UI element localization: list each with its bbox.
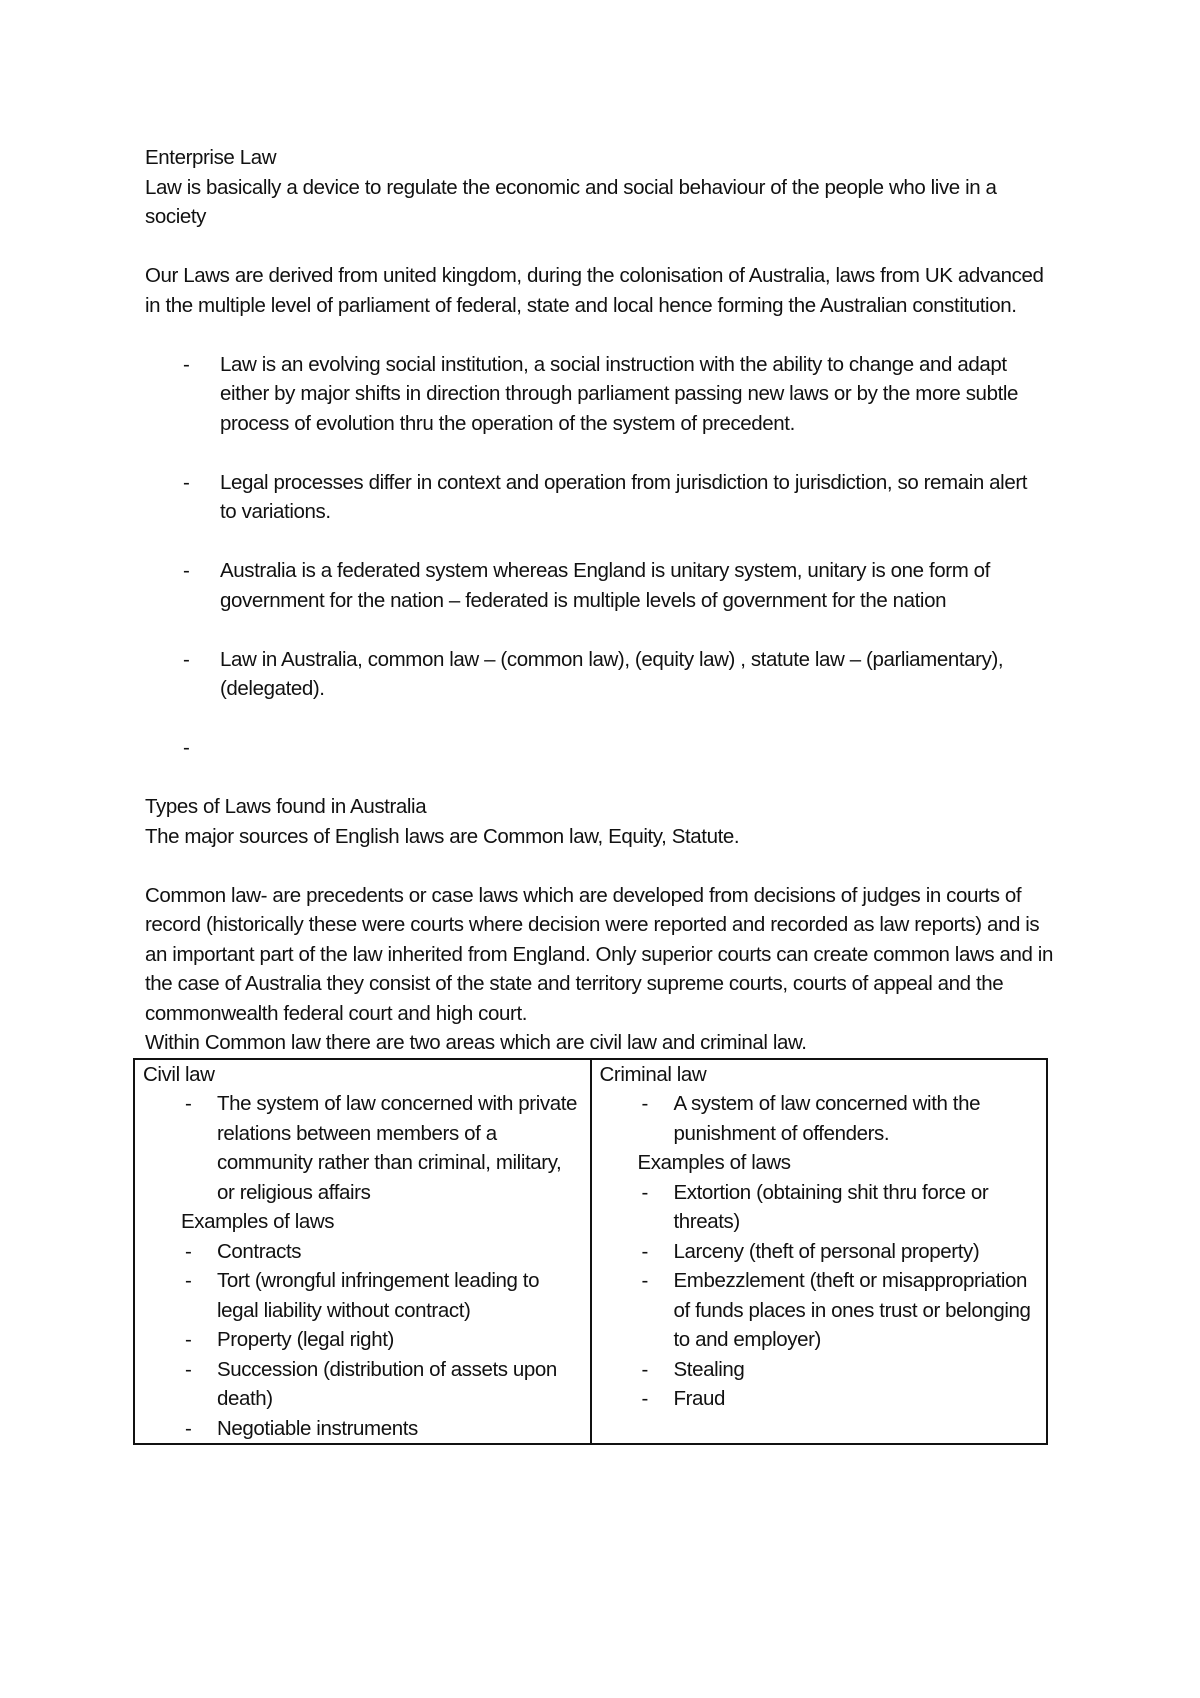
criminal-law-column [590, 1060, 1047, 1444]
bullet-item: - Legal processes differ in context and operation from jurisdiction to jurisdiction, so remain alert to variations. [183, 470, 1028, 523]
civil-example: - Contracts [185, 1239, 302, 1263]
bullet-item: - Law is an evolving social institution, a social instruction with the ability to change and adapt either by major shifts in direction through parliament passing new laws or by the more subtle process of evolution thru the operation of the system of precedent. [183, 352, 1019, 435]
document-title: Enterprise Law [145, 146, 277, 169]
criminal-example: - Stealing [641, 1357, 745, 1381]
civil-example: - Tort (wrongful infringement leading to legal liability without contract) [185, 1269, 540, 1322]
civil-example: - Property (legal right) [185, 1328, 394, 1351]
civil-example: - Negotiable instruments [185, 1416, 418, 1440]
section-heading: Types of Laws found in Australia [145, 795, 427, 818]
criminal-examples-label: Examples of laws [637, 1151, 791, 1174]
civil-examples-label: Examples of laws [181, 1210, 335, 1233]
empty-bullet-item: - [183, 736, 190, 759]
criminal-example: - Extortion (obtaining shit thru force or threats) [641, 1180, 989, 1233]
document-page [145, 143, 1065, 1445]
civil-law-heading: Civil law [143, 1062, 215, 1086]
civil-example: - Succession (distribution of assets upon death) [185, 1357, 557, 1410]
bullet-item: - Law in Australia, common law – (common law), (equity law) , statute law – (parliamentary), (delegated). [183, 647, 1004, 700]
criminal-example: - Larceny (theft of personal property) [641, 1239, 980, 1263]
criminal-law-heading: Criminal law [599, 1062, 707, 1086]
criminal-definition: - A system of law concerned with the punishment of offenders. [641, 1092, 981, 1145]
intro-paragraph: Law is basically a device to regulate the economic and social behaviour of the people who live in a society [145, 175, 997, 228]
common-law-paragraph: Common law- are precedents or case laws which are developed from decisions of judges in courts of record (historically these were courts where decision were reported and recorded as law reports) and is an important part of the law inherited from England. Only superior courts can create common laws and in the case of Australia they consist of the state and territory supreme courts, courts of appeal and the commonwealth federal court and high court. [145, 883, 1053, 1025]
civil-law-column [135, 1060, 590, 1444]
criminal-example: - Fraud [641, 1387, 726, 1410]
bullet-item: - Australia is a federated system whereas England is unitary system, unitary is one form of government for the nation – federated is multiple levels of government for the nation [183, 559, 990, 612]
sources-paragraph: The major sources of English laws are Common law, Equity, Statute. [145, 824, 740, 848]
criminal-example: - Embezzlement (theft or misappropriation of funds places in ones trust or belonging to and employer) [641, 1269, 1031, 1351]
civil-definition: - The system of law concerned with private relations between members of a community rather than criminal, military, or religious affairs [185, 1092, 577, 1204]
within-paragraph: Within Common law there are two areas which are civil law and criminal law. [145, 1031, 807, 1054]
origin-paragraph: Our Laws are derived from united kingdom, during the colonisation of Australia, laws from UK advanced in the multiple level of parliament of federal, state and local hence forming the Australian constitution. [145, 264, 1044, 317]
law-comparison-table [133, 1058, 1048, 1446]
